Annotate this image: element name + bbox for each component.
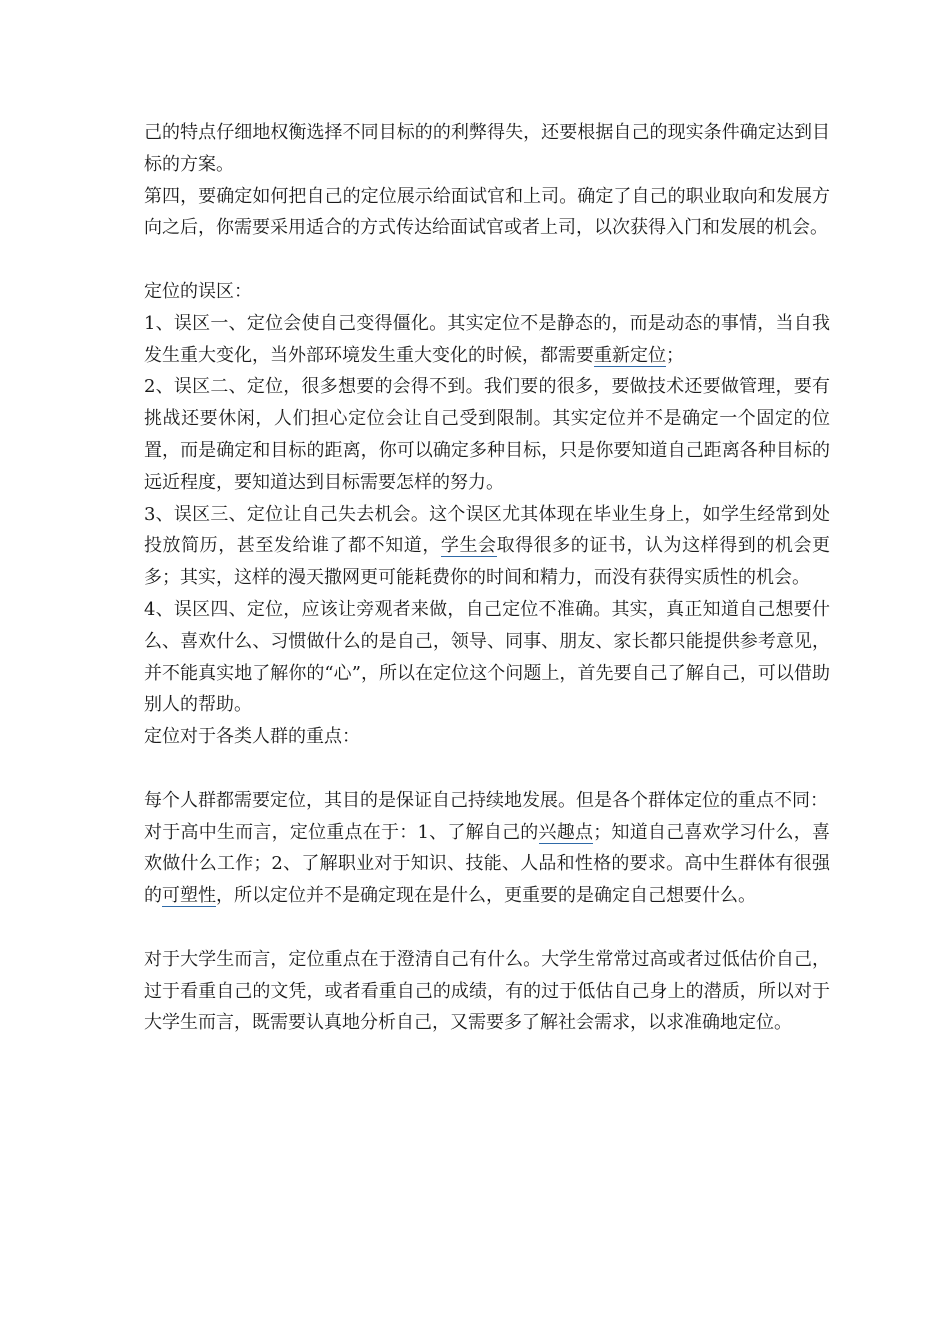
paragraph-misconception-1: [144, 308, 830, 372]
paragraph-high-school: [144, 817, 830, 912]
paragraph-misconception-3: [144, 499, 830, 594]
link-plasticity[interactable]: 可塑性: [162, 885, 216, 907]
paragraph-university: 对于大学生而言，定位重点在于澄清自己有什么。大学生常常过高或者过低估价自己，过于看重自己的文凭，或者看重自己的成绩，有的过于低估自己身上的潜质，所以对于大学生而言，既需要认真地分析自己，又需要多了解社会需求，以求准确地定位。: [144, 948, 830, 1034]
paragraph-step-four: 第四，要确定如何把自己的定位展示给面试官和上司。确定了自己的职业取向和发展方向之后，你需要采用适合的方式传达给面试官或者上司，以次获得入门和发展的机会。: [144, 185, 830, 239]
high-school-end: ，所以定位并不是确定现在是什么，更重要的是确定自己想要什么。: [216, 885, 756, 907]
link-student-union[interactable]: 学生会: [440, 535, 497, 557]
link-interest-point[interactable]: 兴趣点: [538, 821, 594, 843]
paragraph-goal-plan: 己的特点仔细地权衡选择不同目标的的利弊得失，还要根据自己的现实条件确定达到目标的方案。: [144, 122, 830, 175]
paragraph-misconception-2: 2、误区二、定位，很多想要的会得不到。我们要的很多，要做技术还要做管理，要有挑战还要休闲，人们担心定位会让自己受到限制。其实定位并不是确定一个固定的位置，而是确定和目标的距离，你可以确定多种目标，只是你要知道自己距离各种目标的远近程度，要知道达到目标需要怎样的努力。: [144, 376, 830, 493]
blank-line: [144, 244, 830, 276]
misconception-3-end: 取得很多的证书，认为这样得到的机会更多；其实，这样的漫天撒网更可能耗费你的时间和精力，而没有获得实质性的机会。: [144, 535, 831, 589]
section-heading-groups: 定位对于各类人群的重点：: [144, 726, 360, 748]
paragraph-misconception-4: 4、误区四、定位，应该让旁观者来做，自己定位不准确。其实，真正知道自己想要什么、喜欢什么、习惯做什么的是自己，领导、同事、朋友、家长都只能提供参考意见，并不能真实地了解你的“心”，所以在定位这个问题上，首先要自己了解自己，可以借助别人的帮助。: [144, 598, 830, 716]
paragraph-everyone-needs-positioning: 每个人群都需要定位，其目的是保证自己持续地发展。但是各个群体定位的重点不同：: [144, 789, 828, 811]
blank-line: [144, 912, 830, 944]
blank-line: [144, 753, 830, 785]
misconception-1-text: 1、误区一、定位会使自己变得僵化。其实定位不是静态的，而是动态的事情，当自我发生重大变化，当外部环境发生重大变化的时候，都需要: [144, 312, 830, 366]
section-heading-misconceptions: 定位的误区：: [144, 280, 252, 302]
link-reposition[interactable]: 重新定位: [594, 344, 666, 366]
misconception-3-text: 3、误区三、定位让自己失去机会。这个误区尤其体现在毕业生身上，如学生经常到处投放简历，甚至发给谁了都不知道，: [144, 503, 830, 557]
high-school-text: 对于高中生而言，定位重点在于：1、了解自己的: [144, 821, 539, 843]
high-school-middle: ；知道自己喜欢学习什么，喜欢做什么工作；2、了解职业对于知识、技能、人品和性格的要求。高中生群体有很强的: [144, 821, 831, 907]
misconception-1-end: ；: [666, 344, 684, 366]
